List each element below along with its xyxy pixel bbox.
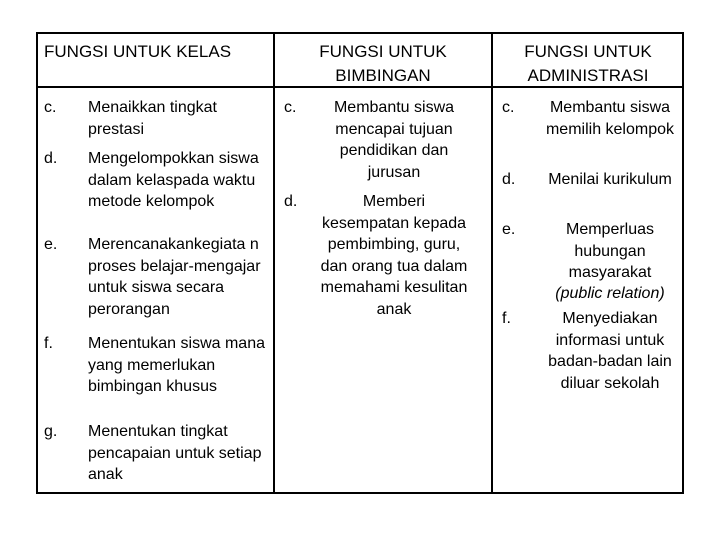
- item-label: c.: [44, 99, 57, 116]
- bimbingan-item: Membantu siswa mencapai tujuan pendidikan dan jurusan: [333, 99, 455, 181]
- administrasi-item-note: (public relation): [555, 285, 665, 302]
- item-label: f.: [44, 335, 53, 352]
- column-divider: [273, 34, 275, 492]
- administrasi-item: Menilai kurikulum: [548, 171, 672, 188]
- header-kelas: FUNGSI UNTUK KELAS: [44, 42, 232, 61]
- kelas-item: Merencanakankegiata n proses belajar-mengajar untuk siswa secara perorangan: [88, 236, 261, 318]
- administrasi-item: Membantu siswa memilih kelompok: [545, 99, 675, 138]
- administrasi-item: Menyediakan informasi untuk badan-badan lain diluar sekolah: [548, 310, 672, 392]
- item-label: c.: [502, 99, 515, 116]
- item-label: e.: [44, 236, 58, 253]
- kelas-item: Mengelompokkan siswa dalam kelaspada waktu metode kelompok: [88, 150, 259, 210]
- column-divider: [491, 34, 493, 492]
- kelas-item: Menentukan siswa mana yang memerlukan bimbingan khusus: [88, 335, 265, 395]
- kelas-item: Menaikkan tingkat prestasi: [88, 99, 217, 138]
- header-administrasi: FUNGSI UNTUK ADMINISTRASI: [524, 42, 652, 85]
- item-label: g.: [44, 423, 58, 440]
- item-label: c.: [284, 99, 297, 116]
- functions-table: [36, 32, 684, 494]
- bimbingan-item: Memberi kesempatan kepada pembimbing, guru, dan orang tua dalam memahami kesulitan anak: [320, 193, 468, 318]
- item-label: d.: [502, 171, 516, 188]
- item-label: f.: [502, 310, 511, 327]
- item-label: d.: [284, 193, 298, 210]
- item-label: e.: [502, 221, 516, 238]
- administrasi-item: Memperluas hubungan masyarakat: [565, 221, 655, 281]
- kelas-item: Menentukan tingkat pencapaian untuk setiap anak: [88, 423, 262, 483]
- item-label: d.: [44, 150, 58, 167]
- header-bimbingan: FUNGSI UNTUK BIMBINGAN: [319, 42, 447, 85]
